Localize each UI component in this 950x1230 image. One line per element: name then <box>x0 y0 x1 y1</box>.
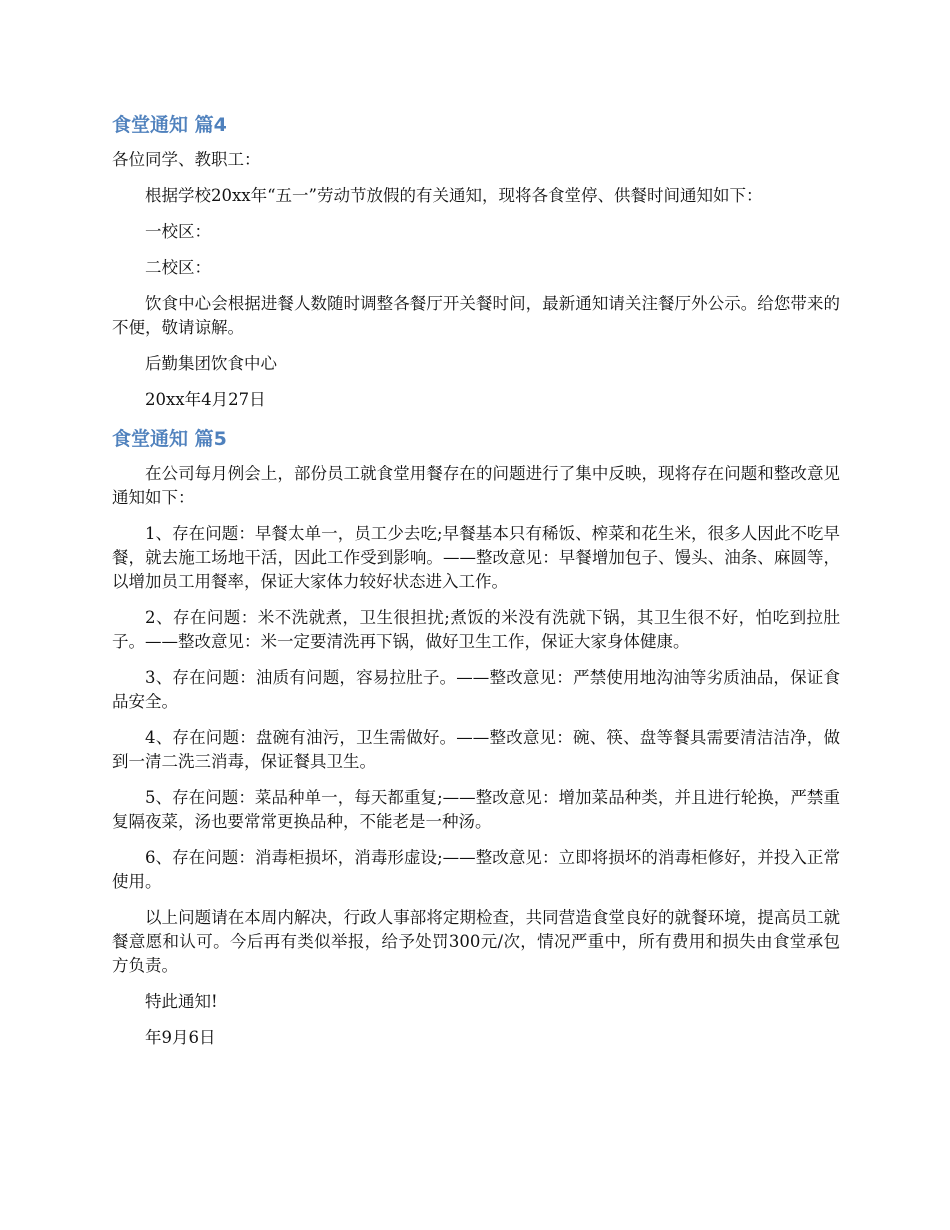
paragraph: 饮食中心会根据进餐人数随时调整各餐厅开关餐时间，最新通知请关注餐厅外公示。给您带来的不便，敬请谅解。 <box>112 294 840 337</box>
paragraph: 一校区： <box>145 222 211 241</box>
paragraph: 根据学校20xx年“五一”劳动节放假的有关通知，现将各食堂停、供餐时间通知如下： <box>145 186 763 205</box>
paragraph: 以上问题请在本周内解决，行政人事部将定期检查，共同营造食堂良好的就餐环境，提高员工就餐意愿和认可。今后再有类似举报，给予处罚300元/次，情况严重中，所有费用和损失由食堂承包方负责。 <box>112 908 840 975</box>
section-heading-4: 食堂通知 篇4 <box>112 114 227 136</box>
date: 年9月6日 <box>145 1028 216 1047</box>
paragraph: 在公司每月例会上，部份员工就食堂用餐存在的问题进行了集中反映，现将存在问题和整改意见通知如下： <box>112 464 840 507</box>
list-item: 3、存在问题：油质有问题，容易拉肚子。——整改意见：严禁使用地沟油等劣质油品，保证食品安全。 <box>112 668 840 711</box>
list-item: 1、存在问题：早餐太单一，员工少去吃;早餐基本只有稀饭、榨菜和花生米，很多人因此不吃早餐，就去施工场地干活，因此工作受到影响。——整改意见：早餐增加包子、馒头、油条、麻圆等，以增加员工用餐率，保证大家体力较好状态进入工作。 <box>112 524 840 591</box>
list-item: 4、存在问题：盘碗有油污，卫生需做好。——整改意见：碗、筷、盘等餐具需要清洁洁净，做到一清二洗三消毒，保证餐具卫生。 <box>112 728 840 771</box>
list-item: 2、存在问题：米不洗就煮，卫生很担扰;煮饭的米没有洗就下锅，其卫生很不好，怕吃到拉肚子。——整改意见：米一定要清洗再下锅，做好卫生工作，保证大家身体健康。 <box>112 608 840 651</box>
closing: 特此通知! <box>145 992 218 1011</box>
list-item: 5、存在问题：菜品种单一，每天都重复;——整改意见：增加菜品种类，并且进行轮换，严禁重复隔夜菜，汤也要常常更换品种，不能老是一种汤。 <box>112 788 840 831</box>
section-heading-5: 食堂通知 篇5 <box>112 428 227 450</box>
paragraph: 二校区： <box>145 258 211 277</box>
date: 20xx年4月27日 <box>145 390 266 409</box>
salutation: 各位同学、教职工： <box>112 150 261 169</box>
list-item: 6、存在问题：消毒柜损坏，消毒形虚设;——整改意见：立即将损坏的消毒柜修好，并投入正常使用。 <box>112 848 840 891</box>
document-body <box>112 110 840 1062</box>
signature: 后勤集团饮食中心 <box>145 354 277 373</box>
